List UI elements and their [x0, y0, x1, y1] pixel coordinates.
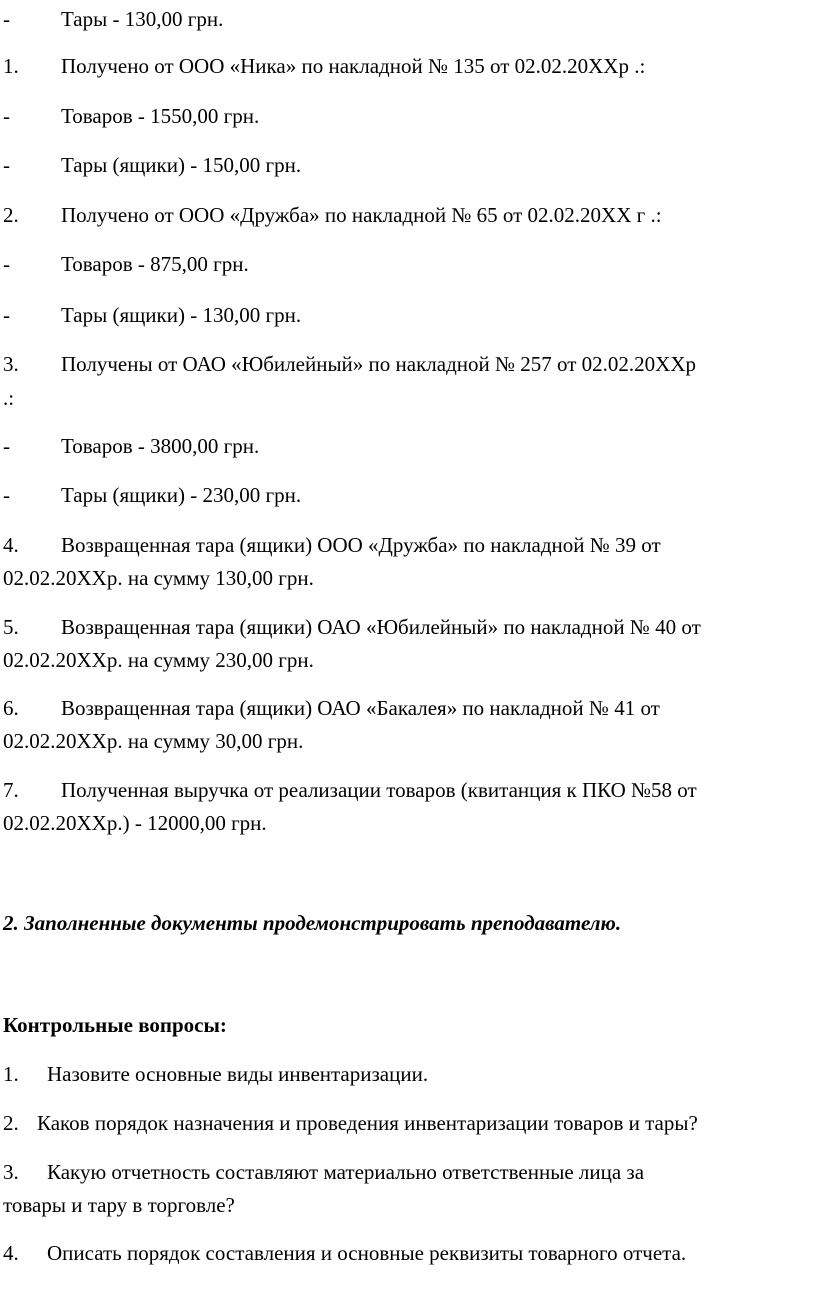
list-item [3, 302, 301, 328]
list-item [3, 351, 696, 377]
list-item-text: Товаров - 3800,00 грн. [61, 434, 260, 458]
list-item-text: 02.02.20ХХр. на сумму 230,00 грн. [3, 648, 314, 672]
list-item [3, 777, 697, 803]
list-marker: - [3, 303, 10, 327]
list-item [3, 53, 645, 79]
list-item-text: Возвращенная тара (ящики) ОАО «Бакалея» по накладной № 41 от [61, 696, 660, 720]
list-marker: 5. [3, 615, 19, 639]
list-item [3, 202, 662, 228]
question-marker: 1. [3, 1062, 19, 1086]
list-item [3, 695, 660, 721]
question-marker: 2. [3, 1111, 19, 1135]
list-item-continuation [3, 810, 267, 836]
list-marker: - [3, 434, 10, 458]
list-marker: 3. [3, 352, 19, 376]
list-marker: 2. [3, 203, 19, 227]
list-marker: - [3, 7, 10, 31]
list-item-text: Тары - 130,00 грн. [61, 7, 224, 31]
list-item [3, 532, 661, 558]
list-marker: 1. [3, 54, 19, 78]
question-text: Назовите основные виды инвентаризации. [47, 1062, 429, 1086]
list-item [3, 614, 701, 640]
question-item-continuation [3, 1192, 235, 1218]
question-text: товары и тару в торговле? [3, 1193, 235, 1217]
list-item [3, 6, 223, 32]
list-item-text: Полученная выручка от реализации товаров (квитанция к ПКО №58 от [61, 778, 697, 802]
list-item [3, 482, 301, 508]
list-item [3, 152, 301, 178]
list-item-continuation [3, 565, 314, 591]
question-item [3, 1110, 698, 1136]
question-marker: 4. [3, 1241, 19, 1265]
question-item [3, 1159, 644, 1185]
list-item-text: Получены от ОАО «Юбилейный» по накладной № 257 от 02.02.20ХХр [61, 352, 697, 376]
instruction-text: 2. Заполненные документы продемонстрировать преподавателю. [3, 911, 622, 935]
list-item-text: 02.02.20ХХр. на сумму 130,00 грн. [3, 566, 314, 590]
list-item-text: 02.02.20ХХр. на сумму 30,00 грн. [3, 729, 304, 753]
question-text: Какую отчетность составляют материально ответственные лица за [47, 1160, 645, 1184]
list-item-text: .: [3, 386, 15, 410]
question-marker: 3. [3, 1160, 19, 1184]
list-item-text: Получено от ООО «Ника» по накладной № 135 от 02.02.20ХХр .: [61, 54, 646, 78]
list-item-text: Товаров - 875,00 грн. [61, 252, 249, 276]
list-item-text: Тары (ящики) - 230,00 грн. [61, 483, 302, 507]
list-marker: 4. [3, 533, 19, 557]
list-marker: - [3, 252, 10, 276]
list-marker: 6. [3, 696, 19, 720]
list-item-continuation [3, 385, 14, 411]
list-item-text: Товаров - 1550,00 грн. [61, 104, 260, 128]
question-item [3, 1240, 686, 1266]
list-marker: - [3, 483, 10, 507]
question-text: Описать порядок составления и основные реквизиты товарного отчета. [47, 1241, 687, 1265]
questions-heading: Контрольные вопросы: [3, 1013, 227, 1037]
question-text: Каков порядок назначения и проведения инвентаризации товаров и тары? [37, 1111, 698, 1135]
list-item [3, 251, 249, 277]
list-item [3, 103, 259, 129]
list-item-text: Возвращенная тара (ящики) ОАО «Юбилейный» по накладной № 40 от [61, 615, 701, 639]
list-item-text: Возвращенная тара (ящики) ООО «Дружба» по накладной № 39 от [61, 533, 661, 557]
list-marker: 7. [3, 778, 19, 802]
list-marker: - [3, 104, 10, 128]
list-item-continuation [3, 728, 303, 754]
list-item-text: Тары (ящики) - 130,00 грн. [61, 303, 302, 327]
question-item [3, 1061, 428, 1087]
list-item-text: Получено от ООО «Дружба» по накладной № 65 от 02.02.20ХХ г .: [61, 203, 662, 227]
list-item [3, 433, 259, 459]
list-item-continuation [3, 647, 314, 673]
list-item-text: 02.02.20ХХр.) - 12000,00 грн. [3, 811, 267, 835]
list-marker: - [3, 153, 10, 177]
list-item-text: Тары (ящики) - 150,00 грн. [61, 153, 302, 177]
